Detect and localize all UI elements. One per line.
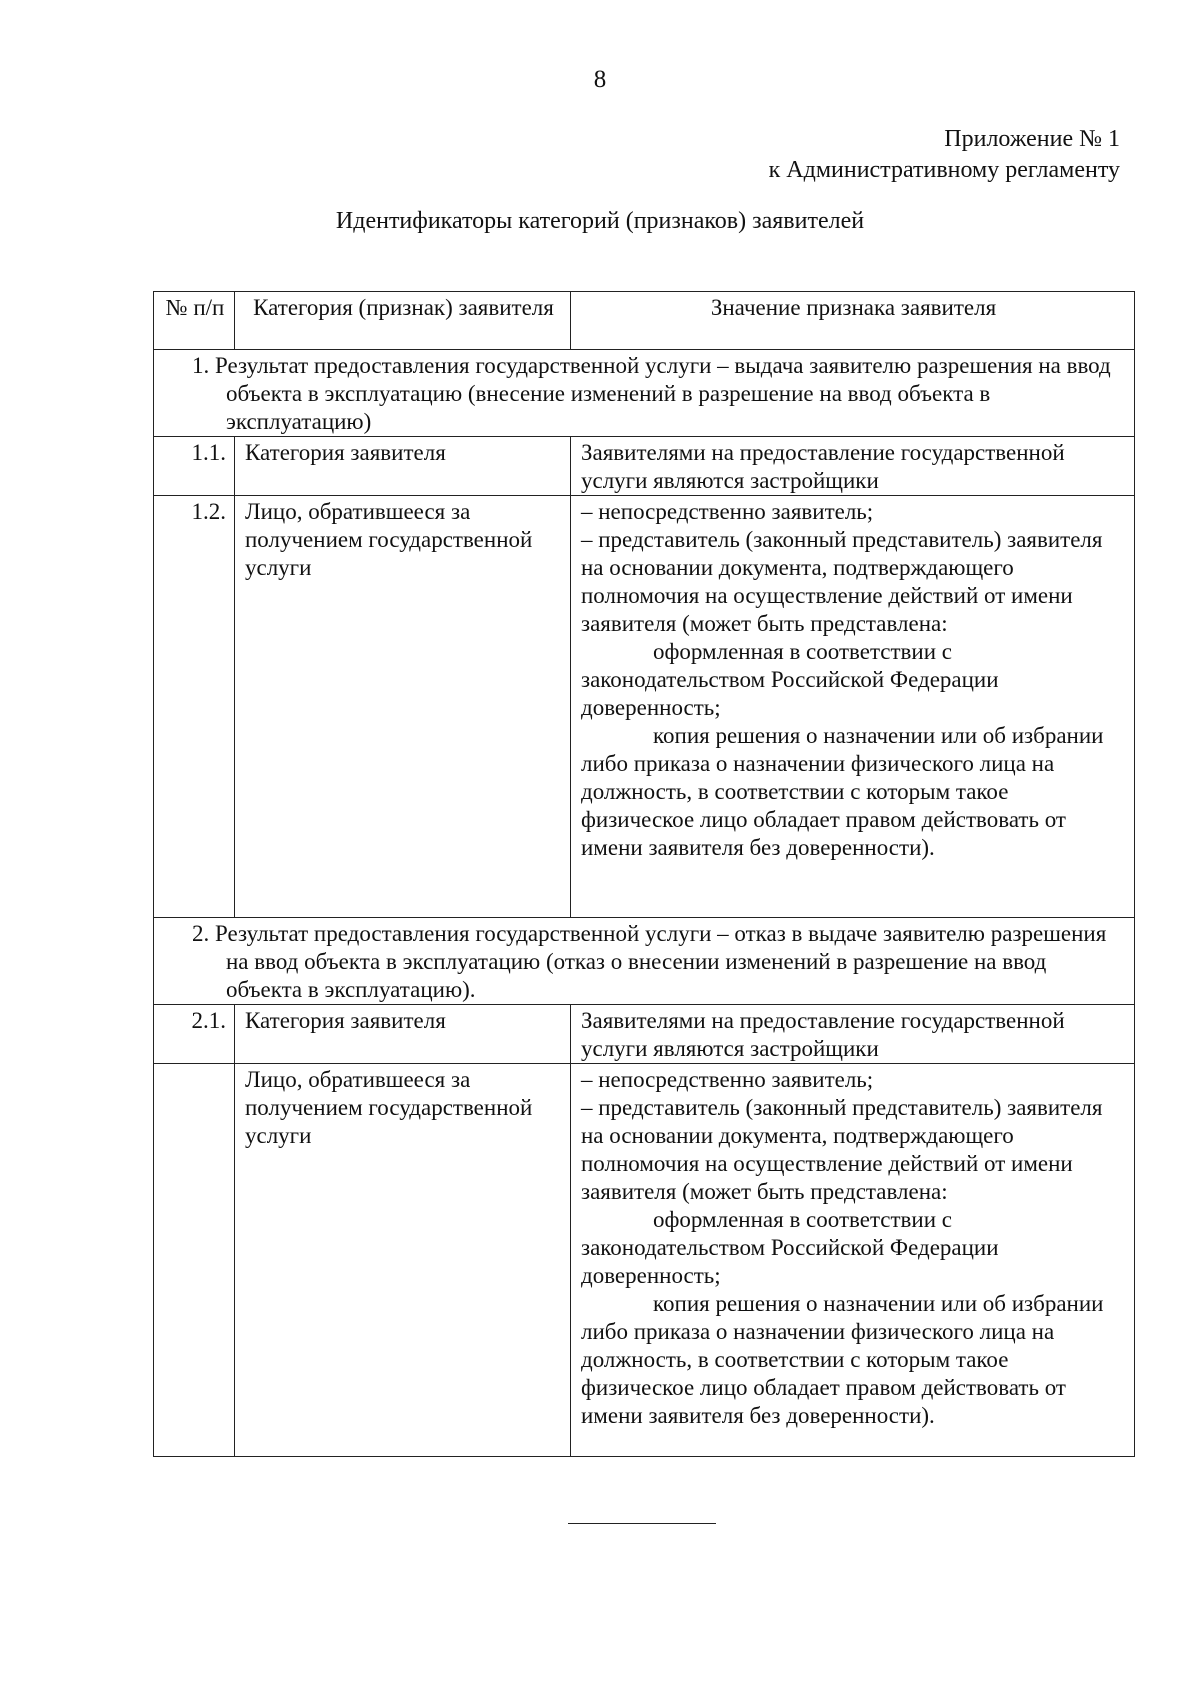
document-title: Идентификаторы категорий (признаков) заявителей <box>335 208 865 234</box>
appendix-line-2: к Административному регламенту <box>768 157 1120 183</box>
value-paragraph: оформленная в соответствии с законодательством Российской Федерации доверенность; <box>581 639 999 720</box>
row-value <box>571 1064 1135 1457</box>
section-2-num: 2. <box>192 921 210 946</box>
row-category: Лицо, обратившееся за получением государственной услуги <box>235 1064 571 1457</box>
row-category: Лицо, обратившееся за получением государственной услуги <box>235 496 571 918</box>
table-header-row <box>154 292 1135 350</box>
section-2-text <box>154 918 1135 1005</box>
row-num <box>154 1064 235 1457</box>
table-row <box>154 496 1135 918</box>
row-value: Заявителями на предоставление государственной услуги являются застройщики <box>571 437 1135 496</box>
section-row-1 <box>154 350 1135 437</box>
page-number: 8 <box>593 66 607 93</box>
section-row-2 <box>154 918 1135 1005</box>
table-row <box>154 1005 1135 1064</box>
header-num: № п/п <box>154 292 235 350</box>
value-paragraph: – представитель (законный представитель) заявителя на основании документа, подтверждающего полномочия на осуществление действий от имени заявителя (может быть представлена: <box>581 1095 1103 1204</box>
value-paragraph: – непосредственно заявитель; <box>581 499 874 524</box>
value-paragraph: копия решения о назначении или об избрании либо приказа о назначении физического лица на должность, в соответствии с которым такое физическое лицо обладает правом действовать от имени заявителя без доверенности). <box>581 1291 1104 1428</box>
appendix-line-1: Приложение № 1 <box>944 126 1120 152</box>
table-row <box>154 1064 1135 1457</box>
appendix-header <box>769 124 1120 186</box>
value-paragraph: – представитель (законный представитель) заявителя на основании документа, подтверждающего полномочия на осуществление действий от имени заявителя (может быть представлена: <box>581 527 1103 636</box>
section-2-body: Результат предоставления государственной услуги – отказ в выдаче заявителю разрешения на ввод объекта в эксплуатацию (отказ о внесении изменений в разрешение на ввод объекта в эксплуатацию). <box>215 921 1107 1002</box>
table-row <box>154 437 1135 496</box>
row-value: Заявителями на предоставление государственной услуги являются застройщики <box>571 1005 1135 1064</box>
row-num: 1.2. <box>154 496 235 918</box>
header-category: Категория (признак) заявителя <box>235 292 571 350</box>
value-paragraph: – непосредственно заявитель; <box>581 1067 874 1092</box>
value-paragraph: копия решения о назначении или об избрании либо приказа о назначении физического лица на должность, в соответствии с которым такое физическое лицо обладает правом действовать от имени заявителя без доверенности). <box>581 723 1104 860</box>
header-value: Значение признака заявителя <box>571 292 1135 350</box>
footer-divider <box>568 1523 716 1524</box>
section-1-text <box>154 350 1135 437</box>
row-category: Категория заявителя <box>235 1005 571 1064</box>
row-category: Категория заявителя <box>235 437 571 496</box>
row-num: 2.1. <box>154 1005 235 1064</box>
section-1-num: 1. <box>192 353 210 378</box>
row-num: 1.1. <box>154 437 235 496</box>
value-paragraph: оформленная в соответствии с законодательством Российской Федерации доверенность; <box>581 1207 999 1288</box>
section-1-body: Результат предоставления государственной услуги – выдача заявителю разрешения на ввод объекта в эксплуатацию (внесение изменений в разрешение на ввод объекта в эксплуатацию) <box>215 353 1111 434</box>
row-value <box>571 496 1135 918</box>
applicant-categories-table <box>153 291 1135 1457</box>
